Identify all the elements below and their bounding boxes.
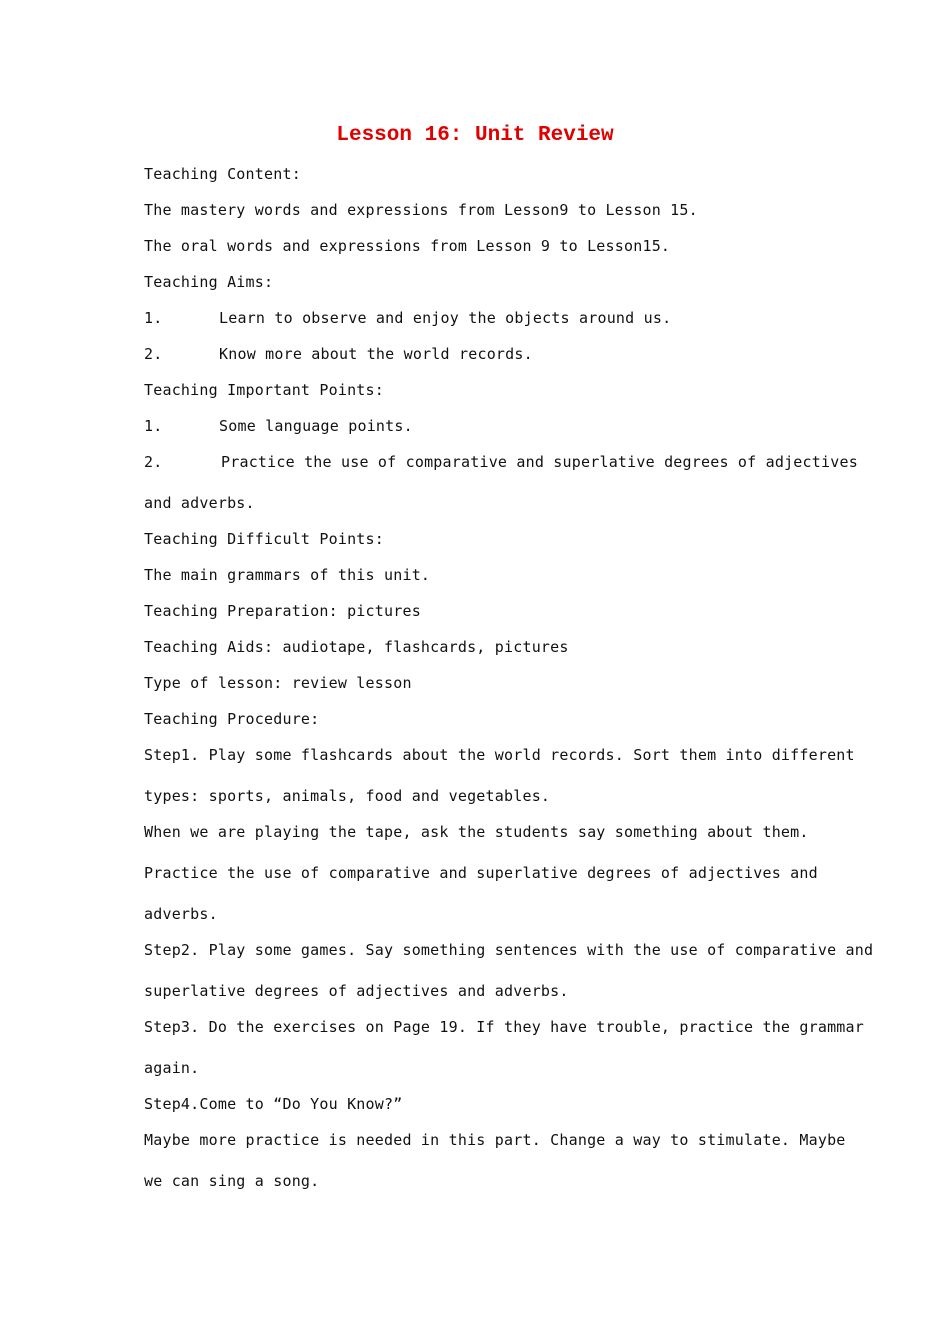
step1-line-1: Step1. Play some flashcards about the world records. Sort them into different: [144, 746, 855, 764]
step1-line-4: Practice the use of comparative and superlative degrees of adjectives and: [144, 864, 818, 882]
closing-line-2: we can sing a song.: [144, 1172, 320, 1190]
important-text: Practice the use of comparative and superlative degrees of adjectives: [221, 453, 858, 471]
step3-line-1: Step3. Do the exercises on Page 19. If they have trouble, practice the grammar: [144, 1018, 864, 1036]
closing-line-1: Maybe more practice is needed in this part. Change a way to stimulate. Maybe: [144, 1131, 846, 1149]
content-line-1: The mastery words and expressions from Lesson9 to Lesson 15.: [144, 201, 698, 219]
important-item-1: [144, 417, 806, 435]
heading-teaching-content: Teaching Content:: [144, 165, 301, 183]
heading-teaching-aims: Teaching Aims:: [144, 273, 274, 291]
aim-text: Know more about the world records.: [219, 345, 533, 363]
step2-line-1: Step2. Play some games. Say something sentences with the use of comparative and: [144, 941, 874, 959]
list-number: 2.: [144, 453, 163, 471]
step1-line-5: adverbs.: [144, 905, 218, 923]
type-line: Type of lesson: review lesson: [144, 674, 412, 692]
important-text: Some language points.: [219, 417, 413, 435]
preparation-line: Teaching Preparation: pictures: [144, 602, 421, 620]
list-number: 2.: [144, 345, 163, 363]
difficult-line: The main grammars of this unit.: [144, 566, 431, 584]
step4-line: Step4.Come to “Do You Know?”: [144, 1095, 403, 1113]
aim-item-1: [144, 309, 806, 327]
aim-item-2: [144, 345, 806, 363]
document-title: Lesson 16: Unit Review: [336, 124, 614, 147]
heading-difficult-points: Teaching Difficult Points:: [144, 530, 384, 548]
heading-important-points: Teaching Important Points:: [144, 381, 384, 399]
step1-line-2: types: sports, animals, food and vegetables.: [144, 787, 551, 805]
important-item-2: [144, 453, 858, 471]
important-item-2-cont: and adverbs.: [144, 494, 255, 512]
list-number: 1.: [144, 309, 163, 327]
step1-line-3: When we are playing the tape, ask the students say something about them.: [144, 823, 809, 841]
aim-text: Learn to observe and enjoy the objects around us.: [219, 309, 672, 327]
aids-line: Teaching Aids: audiotape, flashcards, pictures: [144, 638, 569, 656]
step3-line-2: again.: [144, 1059, 200, 1077]
step2-line-2: superlative degrees of adjectives and adverbs.: [144, 982, 569, 1000]
list-number: 1.: [144, 417, 163, 435]
content-line-2: The oral words and expressions from Lesson 9 to Lesson15.: [144, 237, 671, 255]
heading-procedure: Teaching Procedure:: [144, 710, 320, 728]
